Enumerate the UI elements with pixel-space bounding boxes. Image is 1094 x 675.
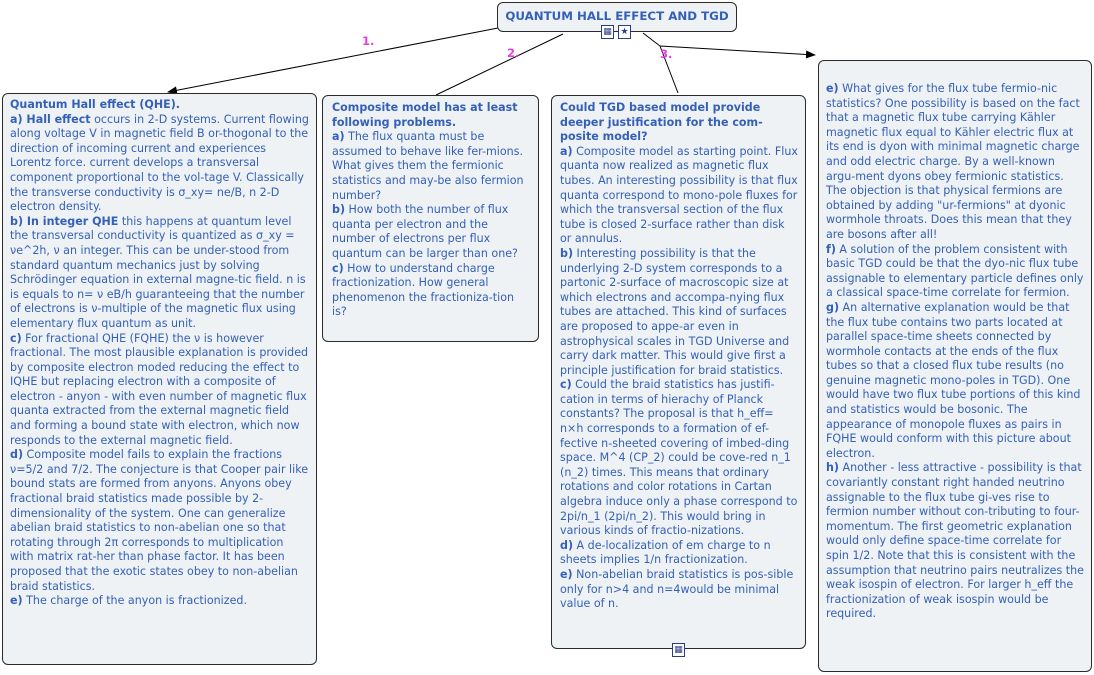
node-paragraph: b) Interesting possibility is that the underlying 2-D system corresponds to a partonic 2-surface of macroscopic size at which electrons and accompa-nying flux tubes are attached. This kind of surfaces are proposed to appe-ar even in astrophysical scales in TGD Universe and carry dark matter. This would give first a principle justification for braid statistics.	[560, 246, 790, 377]
node-paragraph: c) For fractional QHE (FQHE) the ν is however fractional. The most plausible explanation is provided by composite electron moded reducing the effect to IQHE but replacing electron with a composite of electron - anyon - with even number of magnetic flux quanta extracted from the external magnetic field and forming a bound state with electron, which now responds to the external magnetic field.	[10, 331, 309, 447]
node-paragraph: f) A solution of the problem consistent with basic TGD could be that the dyo-nic flux tube assignable to elementary particle defines only a classical space-time correlate for fermion.	[826, 242, 1084, 300]
edge-3b	[660, 46, 815, 55]
edge-number-2: 2.	[507, 46, 520, 60]
node-composite-model-problems[interactable]	[322, 95, 539, 342]
node-title: Composite model has at least following problems.	[332, 101, 518, 129]
edge-2	[436, 34, 563, 95]
node-paragraph: a) The flux quanta must be assumed to behave like fer-mions. What gives them the fermionic statistics and may-be also fermion number?	[332, 130, 524, 202]
tree-icon[interactable]: ★	[618, 25, 631, 39]
node-paragraph: h) Another - less attractive - possibility is that covariantly constant right handed neutrino assignable to the flux tube gi-ves rise to fermion number without con-tributing to four-momentum. The first geometric explanation would only define space-time correlate for spin 1/2. Note that this is consistent with the assumption that neutrino pairs neutralizes the weak isospin of electron. For larger h_eff the fractionization of weak isospin would be required.	[826, 461, 1085, 621]
node-paragraph: a) Composite model as starting point. Flux quanta now realized as magnetic flux tubes. An interesting possibility is that flux quanta correspond to mono-pole fluxes for which the transversal section of the flux tube is closed 2-surface rather than disk or annulus.	[560, 144, 798, 246]
node-paragraph: b) How both the number of flux quanta per electron and the number of electrons per flux quantum can be larger than one?	[332, 203, 518, 260]
node-paragraph: d) A de-localization of em charge to n sheets implies 1/n fractionization.	[560, 538, 771, 567]
node-tgd-justification[interactable]	[551, 95, 806, 649]
node-paragraph: c) How to understand charge fractionization. How general phenomenon the fractioniza-tion is?	[332, 261, 515, 319]
root-node-title[interactable]: QUANTUM HALL EFFECT AND TGD	[497, 2, 737, 32]
edge-1	[168, 28, 498, 92]
document-icon[interactable]: ▦	[672, 643, 685, 657]
node-title: Could TGD based model provide deeper justification for the com-posite model?	[560, 101, 763, 144]
node-paragraph: e) The charge of the anyon is fractionized.	[10, 594, 247, 608]
edge-3a	[643, 33, 678, 93]
node-paragraph: e) What gives for the flux tube fermio-nic statistics? One possibility is based on the fact that a magnetic flux tube carrying Kähler magnetic flux equal to Kähler electric flux at its end is dyon with minimal magnetic charge and odd electric charge. By a well-known argu-ment dyons obey fermionic statistics. The objection is that physical fermions are obtained by adding "ur-fermions" at dyonic wormhole throats. Does this mean that they are bosons after all!	[826, 82, 1080, 241]
edge-number-1: 1.	[362, 34, 375, 48]
node-flux-tube-statistics[interactable]	[818, 60, 1092, 672]
node-quantum-hall-effect[interactable]	[2, 93, 317, 665]
node-paragraph: a) Hall effect occurs in 2-D systems. Current flowing along voltage V in magnetic field B or-thogonal to the direction of incoming current and experiences Lorentz force. current develops a transversal component proportional to the vol-tage V. Classically the transverse conductivity is σ_xy= ne/B, n 2-D electron density.	[10, 112, 309, 214]
node-paragraph: d) Composite model fails to explain the fractions ν=5/2 and 7/2. The conjecture is that Cooper pair like bound stats are formed from anyons. Anyons obey fractional braid statistics made possible by 2-dimensionality of the system. One can generalize abelian braid statistics to non-abelian one so that rotating through 2π corresponds to multiplication with matrix rat-her than phase factor. It has been proposed that the exotic states obey to non-abelian braid statistics.	[10, 448, 309, 593]
node-paragraph: c) Could the braid statistics has justifi-cation in terms of hierachy of Planck constants? The proposal is that h_eff= n×h corresponds to a formation of ef-fective n-sheeted covering of imbed-ding space. M^4 (CP_2) could be cove-red n_1 (n_2) times. This means that ordinary rotations and color rotations in Cartan algebra induce only a phase correspond to 2pi/n_1 (2pi/n_2). This would bring in various kinds of fractio-nizations.	[560, 378, 798, 538]
node-paragraph: g) An alternative explanation would be that the flux tube contains two parts located at parallel space-time sheets connected by wormhole contacts at the ends of the flux tubes so that a closed flux tube results (no genuine magnetic mono-poles in TGD). One would have two flux tube portions of this kind and statistics would be bosonic. The appearance of monopole fluxes as pairs in FQHE would conform with this picture about electron.	[826, 300, 1081, 460]
node-paragraph: b) In integer QHE this happens at quantum level the transversal conductivity is quantized as σ_xy = νe^2h, ν an integer. This can be under-stood from standard quantum mechanics just by solving Schrödinger equation in external magne-tic field. n is is equals to n= ν eB/h guaranteeing that the number of electrons is ν-multiple of the magnetic flux using elementary flux quantum as unit.	[10, 214, 306, 330]
document-icon[interactable]: ▦	[601, 25, 614, 39]
node-paragraph: e) Non-abelian braid statistics is pos-sible only for n>4 and n=4would be minimal value of n.	[560, 568, 794, 611]
edge-number-3: 3.	[660, 47, 673, 61]
node-title: Quantum Hall effect (QHE).	[10, 98, 180, 111]
